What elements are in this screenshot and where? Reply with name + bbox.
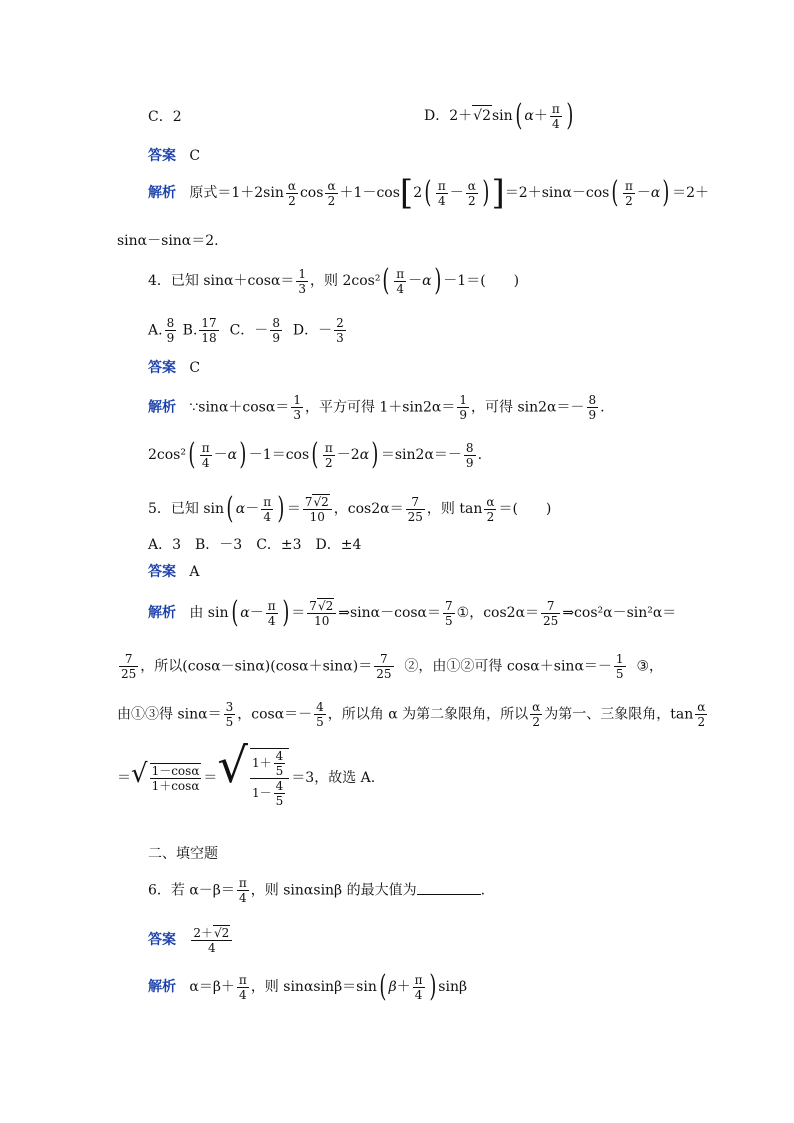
- option-d: D．2＋√2sin( α＋ $\frac{\pi}{4}$ ): [424, 98, 574, 133]
- question-6: 6．若 α－β＝ $\frac{\pi}{4}$ ，则 sinαsinβ 的最大值为 .: [148, 876, 486, 905]
- solution-continuation: sinα－sinα＝2.: [117, 233, 219, 249]
- answer-row: 答案 $\frac{2+√2}{4}$: [148, 925, 234, 955]
- answer-row: 答案 A: [148, 564, 200, 580]
- solution-row: 解析 α＝β＋ $\frac{\pi}{4}$ ，则 sinαsinβ＝sin( β＋ $\frac{\pi}{4}$ ) sinβ: [148, 969, 468, 1004]
- solution-row: 解析 由 sin( α－ $\frac{\pi}{4}$ ) ＝ $\frac{7√2}{10}$ ⇒sinα－cosα＝ $\frac{7}{5}$ ①，cos2α＝ $\frac{7}{25}$ ⇒cos²α－sin²α＝: [148, 595, 677, 630]
- answer-row: 答案 C: [148, 148, 201, 164]
- question-4-options: A. $\frac{8}{9}$ B. $\frac{17}{18}$ C．－ $\frac{8}{9}$ D．－ $\frac{2}{3}$: [148, 316, 344, 345]
- solution-row: 解析 原式＝1＋2sin $\frac{\alpha}{2}$ cos $\frac{\alpha}{2}$ ＋1－cos[2( $\frac{\pi}{4}$ － $\frac{\alpha}{2}$ )]＝2＋sinα－cos( $\frac{\pi}{2}$ －α) ＝2＋: [148, 173, 710, 213]
- solution-row-3: 由①③得 sinα＝ $\frac{3}{5}$ ，cosα＝－ $\frac{4}{5}$ ，所以角 α 为第二象限角，所以 $\frac{\alpha}{2}$ 为第一、三象限角，tan $\frac{\alpha}{2}$: [117, 700, 706, 729]
- solution-row-2: $\frac{7}{25}$ ，所以(cosα－sinα)(cosα＋sinα)＝ $\frac{7}{25}$ ②，由①②可得 cosα＋sinα＝－ $\frac{1}{5}$ ③，: [121, 652, 664, 681]
- solution-row-4: ＝√ $\frac{1-\cos\alpha}{1+\cos\alpha}$ ＝√ 1＋ $\frac{4}{5}$ 1－ $\frac{4}{5}$ ＝3，故选 A.: [117, 738, 376, 808]
- answer-blank: [417, 894, 481, 895]
- question-5: 5．已知 sin( α－ $\frac{\pi}{4}$ ) ＝ $\frac{7√2}{10}$ ，cos2α＝ $\frac{7}{25}$ ，则 tan $\frac{\alpha}{2}$ ＝( ): [148, 491, 552, 526]
- question-4: 4．已知 sinα＋cosα＝ $\frac{1}{3}$ ，则 2cos²( $\frac{\pi}{4}$ －α) －1＝( ): [148, 263, 520, 298]
- question-5-options: A．3 B．－3 C．±3 D．±4: [148, 537, 362, 553]
- section-heading: 二、填空题: [148, 846, 218, 862]
- answer-row: 答案 C: [148, 360, 201, 376]
- option-c: C．2: [148, 109, 182, 125]
- solution-row: 解析 ∵sinα＋cosα＝ $\frac{1}{3}$ ，平方可得 1＋sin2α＝ $\frac{1}{9}$ ，可得 sin2α＝－ $\frac{8}{9}$ .: [148, 393, 605, 422]
- solution-row-2: 2cos²( $\frac{\pi}{4}$ －α) －1＝cos( $\frac{\pi}{2}$ －2α) ＝sin2α＝－ $\frac{8}{9}$ .: [148, 437, 483, 472]
